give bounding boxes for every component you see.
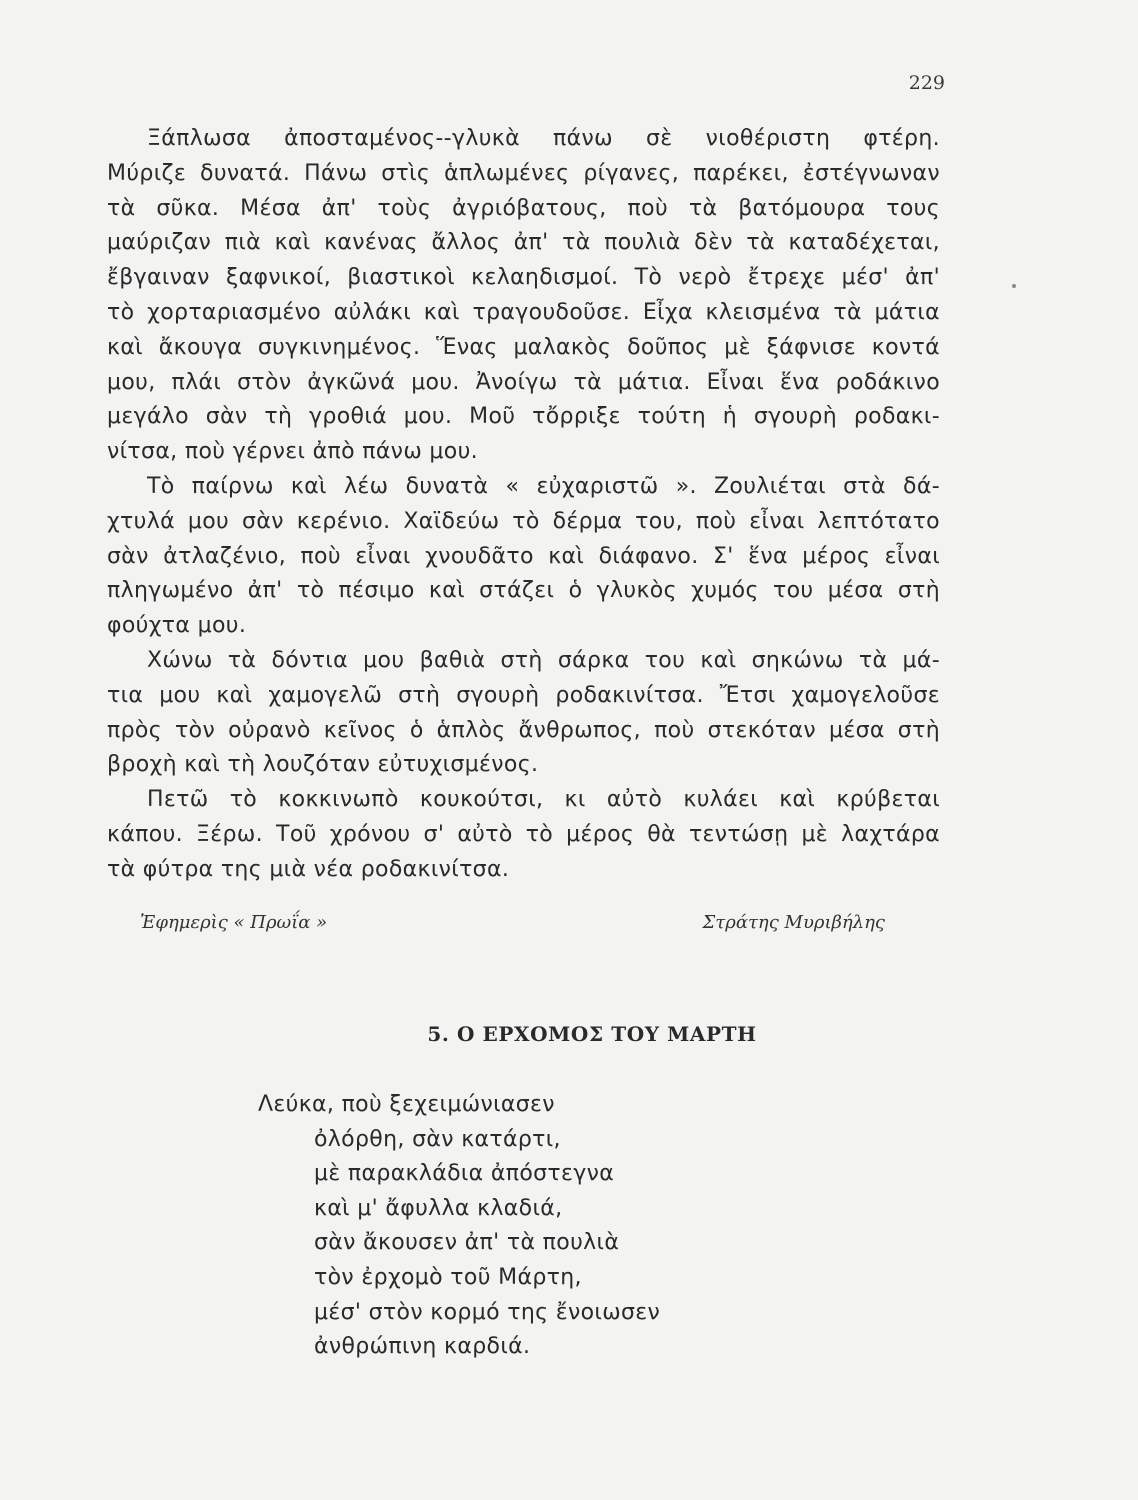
paragraph-1 (107, 122, 940, 470)
paragraph-2 (107, 470, 940, 644)
text-line: τὰ σῦκα. Μέσα ἀπ' τοὺς ἀγριόβατους, ποὺ τὰ βατόμουρα τους (107, 195, 940, 221)
text-line: πρὸς τὸν οὐρανὸ κεῖνος ὁ ἁπλὸς ἄνθρωπος, ποὺ στεκόταν μέσα στὴ (107, 717, 940, 743)
text-line: ἔβγαιναν ξαφνικοί, βιαστικοὶ κελαηδισμοί. Τὸ νερὸ ἔτρεχε μέσ' ἀπ' (107, 265, 940, 291)
stray-ink-mark (1012, 284, 1016, 288)
newspaper-source: Ἐφημερὶς « Πρωΐα » (140, 912, 328, 933)
text-line: φούχτα μου. (107, 613, 247, 639)
text-line: πληγωμένο ἀπ' τὸ πέσιμο καὶ στάζει ὁ γλυκὸς χυμός του μέσα στὴ (107, 578, 940, 604)
poem-verse: ὀλόρθη, σὰν κατάρτι, (314, 1126, 561, 1152)
paragraph-3 (107, 644, 940, 783)
text-line: νίτσα, ποὺ γέρνει ἀπὸ πάνω μου. (107, 439, 479, 465)
text-line: Ξάπλωσα ἀποσταμένος--γλυκὰ πάνω σὲ νιοθέριστη φτέρη. (147, 126, 940, 151)
text-line: τια μου καὶ χαμογελῶ στὴ σγουρὴ ροδακινίτσα. Ἔτσι χαμογελοῦσε (107, 682, 940, 708)
text-line: μου, πλάι στὸν ἀγκῶνά μου. Ἀνοίγω τὰ μάτια. Εἶναι ἕνα ροδάκινο (107, 369, 940, 395)
text-line: καὶ ἄκουγα συγκινημένος. Ἕνας μαλακὸς δοῦπος μὲ ξάφνισε κοντά (107, 334, 940, 360)
poem-verse: τὸν ἐρχομὸ τοῦ Μάρτη, (314, 1264, 582, 1290)
poem-verse: ἀνθρώπινη καρδιά. (314, 1334, 531, 1360)
text-line: μεγάλο σὰν τὴ γροθιά μου. Μοῦ τὄρριξε τούτη ἡ σγουρὴ ροδακι- (107, 404, 940, 430)
text-line: Τὸ παίρνω καὶ λέω δυνατὰ « εὐχαριστῶ ». Ζουλιέται στὰ δά- (147, 473, 940, 499)
author-name: Στράτης Μυριβήλης (702, 912, 885, 933)
text-line: μαύριζαν πιὰ καὶ κανένας ἄλλος ἀπ' τὰ πουλιὰ δὲν τὰ καταδέχεται, (107, 230, 940, 256)
text-line: Μύριζε δυνατά. Πάνω στὶς ἁπλωμένες ρίγανες, παρέκει, ἐστέγνωναν (107, 160, 940, 186)
poem-verse: μέσ' στὸν κορμό της ἔνοιωσεν (314, 1299, 661, 1325)
text-line: Χώνω τὰ δόντια μου βαθιὰ στὴ σάρκα του καὶ σηκώνω τὰ μά- (147, 647, 940, 673)
text-line: τὸ χορταριασμένο αὐλάκι καὶ τραγουδοῦσε. Εἶχα κλεισμένα τὰ μάτια (107, 299, 940, 325)
poem-verse: μὲ παρακλάδια ἀπόστεγνα (314, 1161, 615, 1187)
text-line: βροχὴ καὶ τὴ λουζόταν εὐτυχισμένος. (107, 752, 539, 778)
text-line: τὰ φύτρα της μιὰ νέα ροδακινίτσα. (107, 856, 510, 882)
poem-verse: σὰν ἄκουσεν ἀπ' τὰ πουλιὰ (314, 1230, 620, 1256)
text-line: σὰν ἀτλαζένιο, ποὺ εἶναι χνουδᾶτο καὶ διάφανο. Σ' ἕνα μέρος εἶναι (107, 543, 940, 569)
poem-title: 5. Ο ΕΡΧΟΜΟΣ ΤΟΥ ΜΑΡΤΗ (427, 1022, 757, 1046)
poem-verse: καὶ μ' ἄφυλλα κλαδιά, (314, 1195, 563, 1221)
page-number: 229 (908, 72, 945, 94)
text-line: χτυλά μου σὰν κερένιο. Χαϊδεύω τὸ δέρμα του, ποὺ εἶναι λεπτότατο (107, 508, 940, 534)
text-line: κάπου. Ξέρω. Τοῦ χρόνου σ' αὐτὸ τὸ μέρος θὰ τεντώσῃ μὲ λαχτάρα (107, 821, 940, 847)
prose-text (107, 122, 940, 888)
paragraph-4 (107, 783, 940, 887)
poem-text (258, 1088, 770, 1365)
text-line: Πετῶ τὸ κοκκινωπὸ κουκούτσι, κι αὐτὸ κυλάει καὶ κρύβεται (147, 787, 940, 813)
poem-verse: Λεύκα, ποὺ ξεχειμώνιασεν (258, 1092, 555, 1117)
